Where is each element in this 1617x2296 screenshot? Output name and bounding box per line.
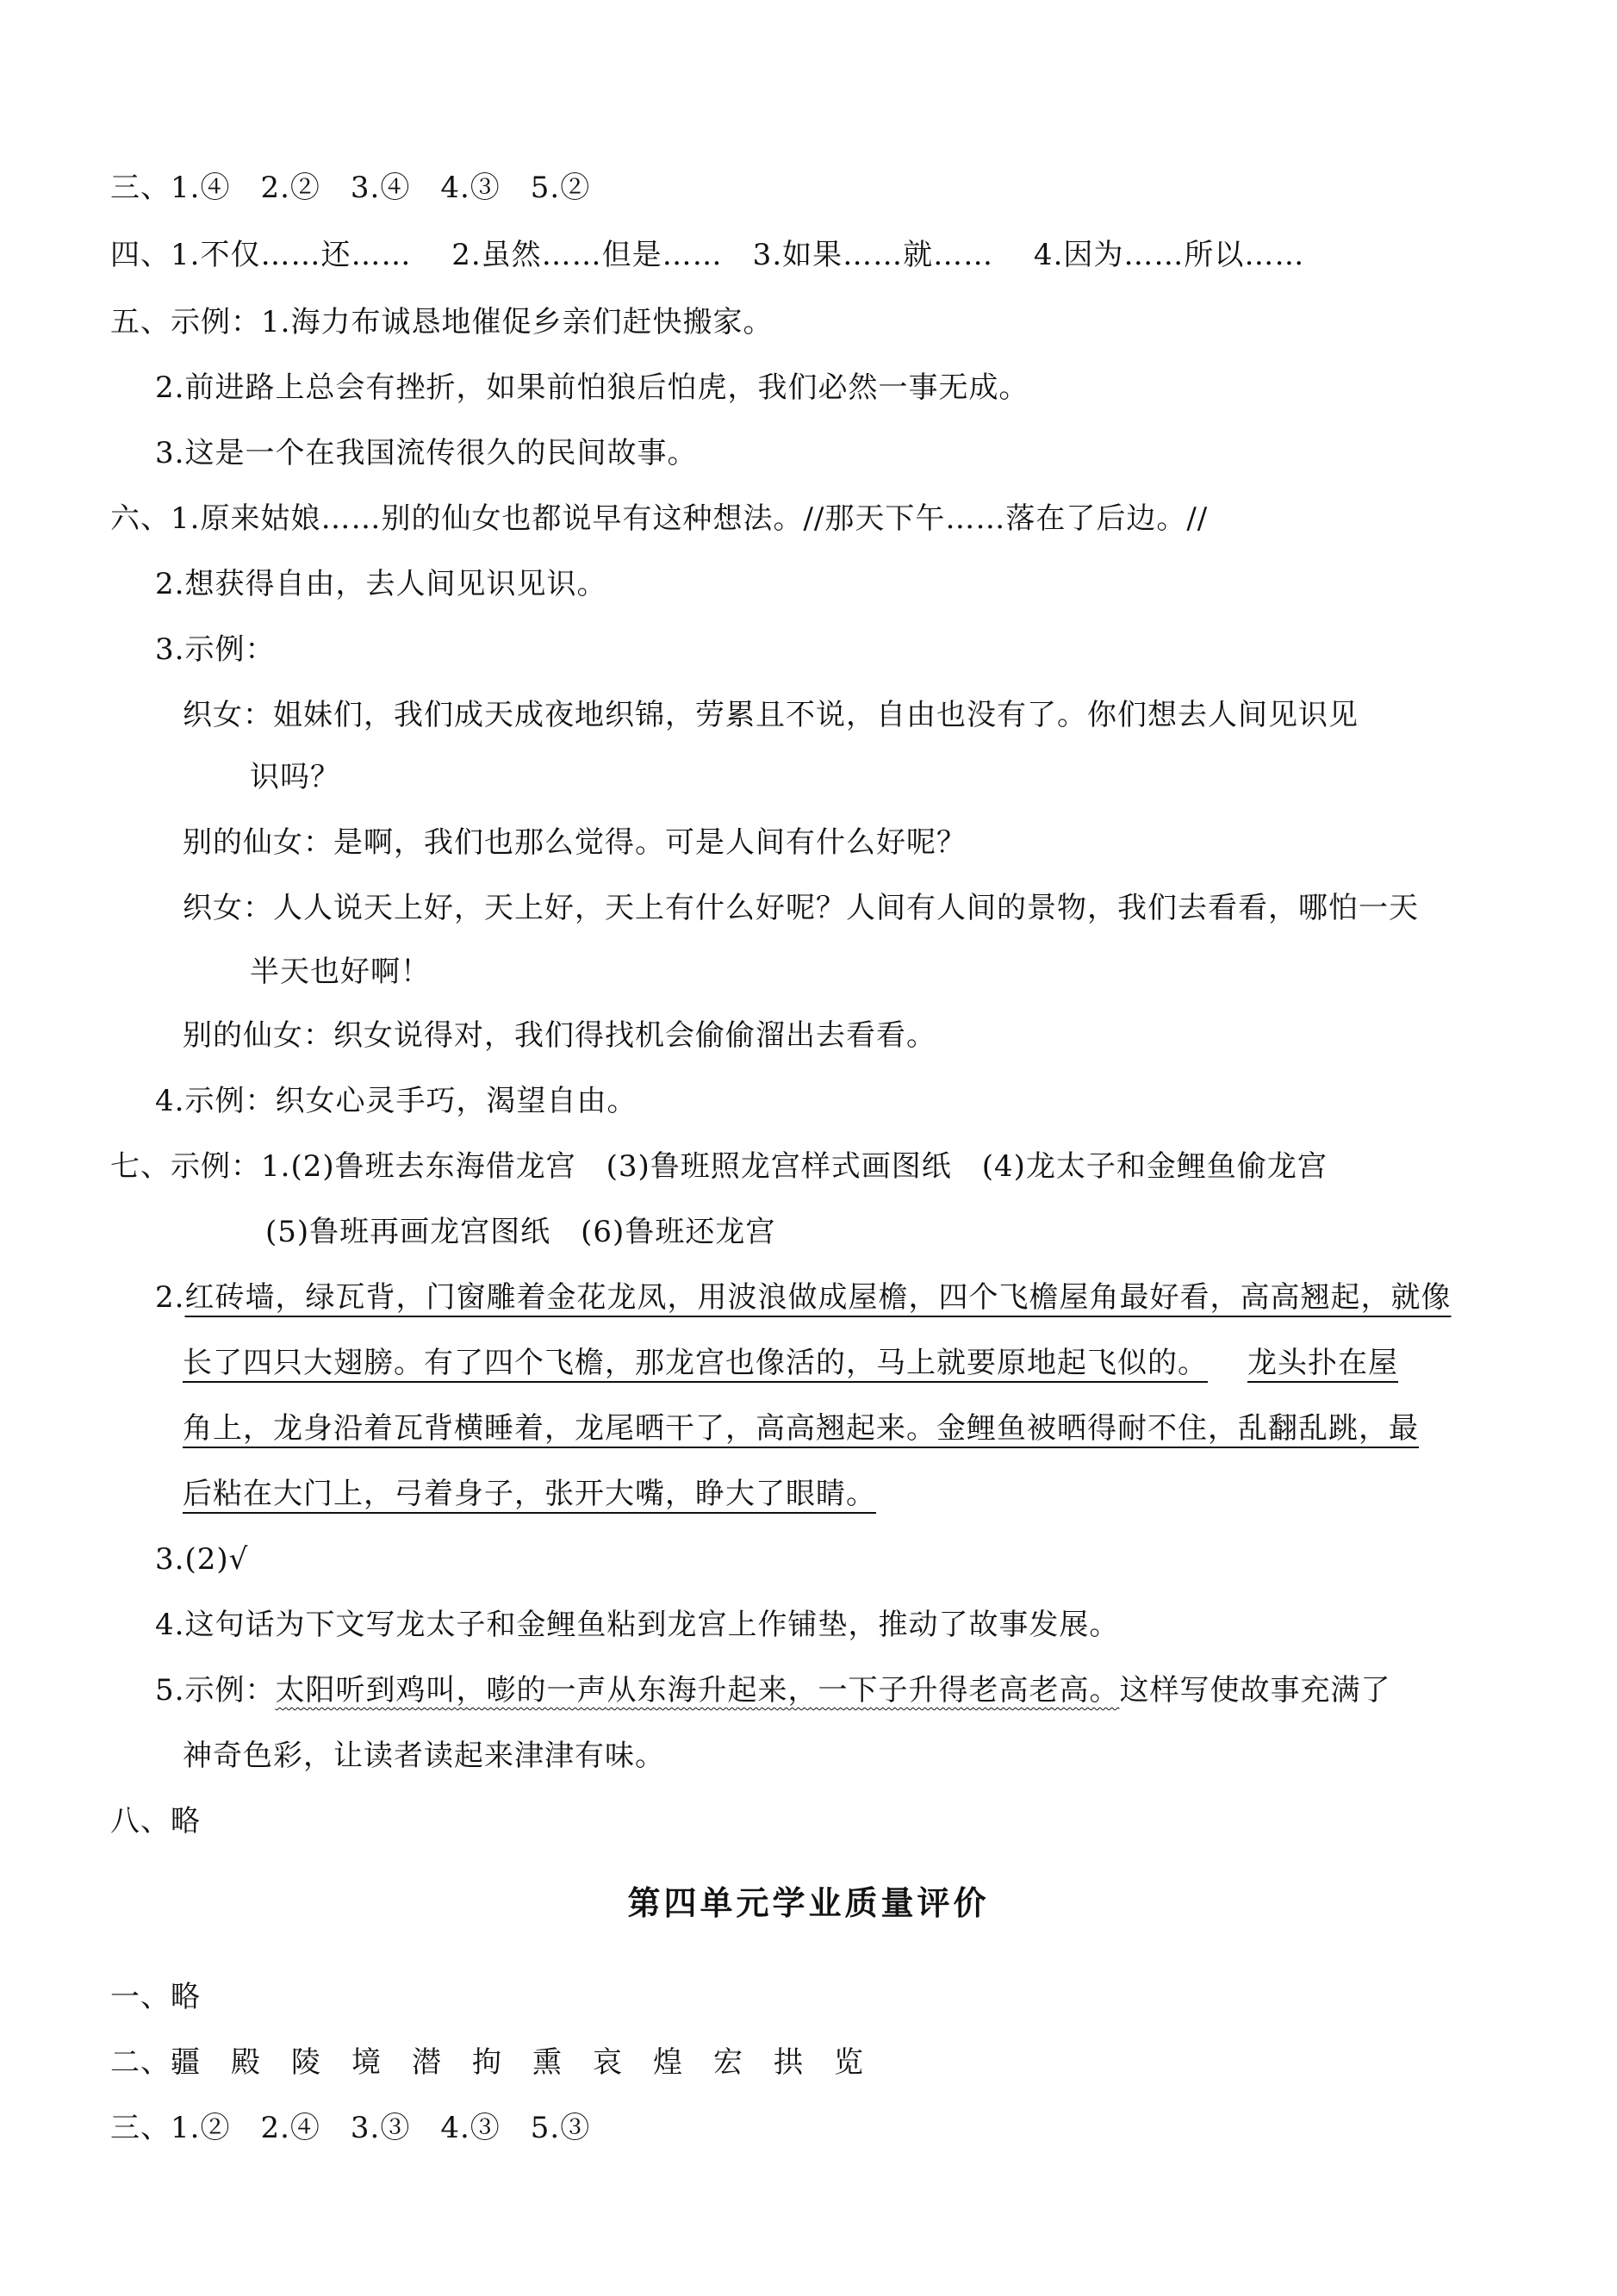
answer-line-7-5 <box>155 1671 1390 1709</box>
unit4-answer-1: 一、略 <box>110 1980 201 2014</box>
item-number: 2. <box>155 1280 185 1315</box>
dialogue-line-1-cont: 识吗？ <box>250 760 340 794</box>
wavy-underlined-text: 太阳听到鸡叫，嘭的一声从东海升起来，一下子升得老高老高。 <box>275 1673 1120 1708</box>
answer-line-7-2-c <box>183 1409 1419 1447</box>
answer-line-7-2 <box>155 1279 1451 1316</box>
answer-line-5-3: 3.这是一个在我国流传很久的民间故事。 <box>155 436 698 470</box>
dialogue-line-1: 织女：姐妹们，我们成天成夜地织锦，劳累且不说，自由也没有了。你们想去人间见识见 <box>183 698 1359 732</box>
answer-line-3: 三、1.④ 2.② 3.④ 4.③ 5.② <box>110 171 591 205</box>
unit4-answer-3: 三、1.② 2.④ 3.③ 4.③ 5.③ <box>110 2111 591 2145</box>
underlined-text: 金鲤鱼被晒得耐不住，乱翻乱跳，最 <box>936 1411 1419 1446</box>
answer-line-6-4: 4.示例：织女心灵手巧，渴望自由。 <box>155 1084 637 1118</box>
underlined-text: 后粘在大门上，弓着身子，张开大嘴，睁大了眼睛。 <box>183 1477 876 1511</box>
section-title: 第四单元学业质量评价 <box>627 1884 990 1922</box>
dialogue-line-3: 织女：人人说天上好，天上好，天上有什么好呢？人间有人间的景物，我们去看看，哪怕一天 <box>183 891 1419 925</box>
underlined-text: 红砖墙，绿瓦背，门窗雕着金花龙凤，用波浪做成屋檐，四个飞檐屋角最好看，高高翘起，就像 <box>184 1280 1452 1315</box>
answer-line-6-3: 3.示例： <box>155 632 276 667</box>
dialogue-line-3-cont: 半天也好啊！ <box>250 955 431 989</box>
underlined-text: 角上，龙身沿着瓦背横睡着，龙尾晒干了，高高翘起来。 <box>183 1411 936 1446</box>
answer-line-6-2: 2.想获得自由，去人间见识见识。 <box>155 567 607 601</box>
item-label: 5.示例： <box>155 1673 276 1708</box>
answer-line-7-5-cont: 神奇色彩，让读者读起来津津有味。 <box>183 1739 665 1773</box>
answer-line-7-2-d <box>183 1475 876 1513</box>
dialogue-line-4: 别的仙女：织女说得对，我们得找机会偷偷溜出去看看。 <box>183 1018 936 1053</box>
answer-line-4: 四、1.不仅……还…… 2.虽然……但是…… 3.如果……就…… 4.因为……所以…… <box>110 238 1305 272</box>
answer-line-7: 七、示例：1.(2)鲁班去东海借龙宫 (3)鲁班照龙宫样式画图纸 (4)龙太子和金鲤鱼偷龙宫 <box>110 1149 1328 1184</box>
unit4-answer-2: 二、疆 殿 陵 境 潜 拘 熏 哀 煌 宏 拱 览 <box>110 2045 864 2080</box>
answer-line-6: 六、1.原来姑娘……别的仙女也都说早有这种想法。//那天下午……落在了后边。// <box>110 501 1209 536</box>
answer-line-5-2: 2.前进路上总会有挫折，如果前怕狼后怕虎，我们必然一事无成。 <box>155 370 1029 405</box>
item-text: 这样写使故事充满了 <box>1119 1673 1391 1708</box>
answer-line-8: 八、略 <box>110 1804 201 1839</box>
answer-line-7-4: 4.这句话为下文写龙太子和金鲤鱼粘到龙宫上作铺垫，推动了故事发展。 <box>155 1608 1120 1642</box>
underlined-text: 龙头扑在屋 <box>1247 1346 1398 1380</box>
answer-line-5: 五、示例：1.海力布诚恳地催促乡亲们赶快搬家。 <box>110 305 774 339</box>
dialogue-line-2: 别的仙女：是啊，我们也那么觉得。可是人间有什么好呢？ <box>183 825 967 860</box>
answer-line-7-cont: (5)鲁班再画龙宫图纸 (6)鲁班还龙宫 <box>265 1215 776 1249</box>
answer-line-7-3: 3.(2)√ <box>155 1542 249 1577</box>
underlined-text: 长了四只大翅膀。有了四个飞檐，那龙宫也像活的，马上就要原地起飞似的。 <box>183 1346 1208 1380</box>
answer-line-7-2-b <box>183 1344 1398 1382</box>
